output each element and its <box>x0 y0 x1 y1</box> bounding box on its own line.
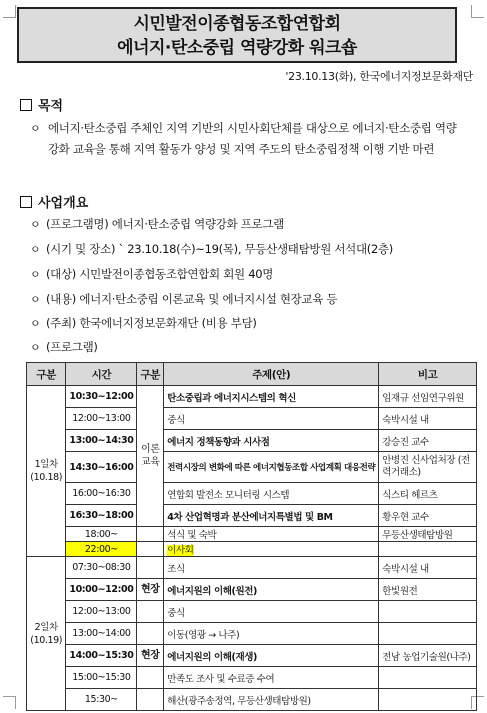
type-cell: 현장 <box>137 645 164 667</box>
note-cell: 숙박시설 내 <box>379 557 477 579</box>
overview-item <box>30 339 98 355</box>
note-cell: 한빛원전 <box>379 579 477 601</box>
header-category: 구분 <box>27 363 66 386</box>
note-cell <box>379 623 477 645</box>
note-cell <box>379 667 477 689</box>
corner-mark <box>3 5 16 18</box>
table-row <box>27 430 477 452</box>
topic-cell: 해산(광주송정역, 무등산생태탐방원) <box>164 689 379 711</box>
note-cell: 황우현 교수 <box>379 505 477 527</box>
time-cell: 15:30~ <box>66 689 137 711</box>
date-organization-line: '23.10.13(화), 한국에너지정보문화재단 <box>285 70 473 83</box>
overview-item-text: (시기 및 장소) ` 23.10.18(수)~19(목), 무등산생태탐방원 서석대(2층) <box>46 242 393 256</box>
purpose-paragraph <box>30 118 467 160</box>
header-topic: 주제(안) <box>164 363 379 386</box>
overview-item <box>30 291 337 307</box>
note-cell: 무등산생태탐방원 <box>379 527 477 542</box>
table-row <box>27 542 477 557</box>
topic-cell: 석식 및 숙박 <box>164 527 379 542</box>
time-cell: 07:30~08:30 <box>66 557 137 579</box>
table-row <box>27 667 477 689</box>
type-cell <box>137 557 164 579</box>
note-cell: 강승진 교수 <box>379 430 477 452</box>
bullet-icon: ㅇ <box>30 317 41 330</box>
header-note: 비고 <box>379 363 477 386</box>
topic-cell: 연합회 발전소 모니터링 시스템 <box>164 483 379 505</box>
overview-item-text: (주최) 한국에너지정보문화재단 (비용 부담) <box>46 316 257 330</box>
table-row <box>27 689 477 711</box>
table-row <box>27 527 477 542</box>
corner-mark <box>471 5 484 18</box>
topic-cell: 이동(영광 → 나주) <box>164 623 379 645</box>
topic-cell: 중식 <box>164 601 379 623</box>
topic-cell: 만족도 조사 및 수료증 수여 <box>164 667 379 689</box>
time-cell: 22:00~ <box>66 542 137 557</box>
type-cell <box>137 601 164 623</box>
type-cell <box>137 542 164 557</box>
table-row <box>27 645 477 667</box>
type-cell: 이론 교육 <box>137 386 164 527</box>
checkbox-square-icon <box>20 196 32 208</box>
time-cell: 14:30~16:00 <box>66 452 137 483</box>
overview-item <box>30 216 284 232</box>
bullet-icon: ㅇ <box>30 122 41 135</box>
note-cell <box>379 542 477 557</box>
table-row <box>27 408 477 430</box>
table-row <box>27 452 477 483</box>
type-cell <box>137 623 164 645</box>
overview-item <box>30 266 273 282</box>
bullet-icon: ㅇ <box>30 341 41 354</box>
day-label: 1일차 (10.18) <box>27 386 66 557</box>
time-cell: 13:00~14:30 <box>66 430 137 452</box>
table-row <box>27 505 477 527</box>
table-row <box>27 579 477 601</box>
time-cell: 16:00~16:30 <box>66 483 137 505</box>
topic-cell: 4차 산업혁명과 분산에너지특별법 및 BM <box>164 505 379 527</box>
topic-cell: 에너지원의 이해(재생) <box>164 645 379 667</box>
time-cell: 18:00~ <box>66 527 137 542</box>
section-overview-heading: 사업개요 <box>38 196 89 211</box>
note-cell: 안병진 신사업처장 (전력거래소) <box>379 452 477 483</box>
bullet-icon: ㅇ <box>30 243 41 256</box>
purpose-text: 에너지·탄소중립 주체인 지역 기반의 시민사회단체를 대상으로 에너지·탄소중립 역량강화 교육을 통해 지역 활동가 양성 및 지역 주도의 탄소중립정책 이행 기반 마련 <box>48 121 457 156</box>
overview-item-text: (프로그램명) 에너지·탄소중립 역량강화 프로그램 <box>46 217 284 231</box>
note-cell: 임재규 선임연구위원 <box>379 386 477 408</box>
document-title-line1: 시민발전이종협동조합연합회 <box>133 14 341 34</box>
bullet-icon: ㅇ <box>30 293 41 306</box>
topic-cell: 에너지 정책동향과 시사점 <box>164 430 379 452</box>
schedule-table <box>26 362 477 711</box>
time-cell: 15:00~15:30 <box>66 667 137 689</box>
section-overview <box>20 192 88 211</box>
note-cell: 숙박시설 내 <box>379 408 477 430</box>
time-cell: 10:30~12:00 <box>66 386 137 408</box>
table-row <box>27 557 477 579</box>
time-cell: 16:30~18:00 <box>66 505 137 527</box>
overview-item <box>30 241 393 257</box>
type-cell <box>137 527 164 542</box>
note-cell <box>379 601 477 623</box>
topic-cell: 전력시장의 변화에 따른 에너지협동조합 사업계획 대응전략 <box>164 452 379 483</box>
table-row <box>27 623 477 645</box>
time-cell: 12:00~13:00 <box>66 601 137 623</box>
time-cell: 12:00~13:00 <box>66 408 137 430</box>
topic-cell: 조식 <box>164 557 379 579</box>
table-row <box>27 601 477 623</box>
bullet-icon: ㅇ <box>30 218 41 231</box>
document-title-box <box>17 7 457 63</box>
time-cell: 10:00~12:00 <box>66 579 137 601</box>
checkbox-square-icon <box>20 99 32 111</box>
section-purpose-heading: 목적 <box>38 99 64 114</box>
day-label: 2일차 (10.19) <box>27 557 66 711</box>
corner-mark <box>3 696 16 709</box>
overview-item-text: (프로그램) <box>46 340 98 354</box>
overview-item-text: (대상) 시민발전이종협동조합연합회 회원 40명 <box>46 267 274 281</box>
table-row <box>27 483 477 505</box>
topic-cell: 이사회 <box>164 542 379 557</box>
table-header-row <box>27 363 477 386</box>
topic-cell: 에너지원의 이해(원전) <box>164 579 379 601</box>
bullet-icon: ㅇ <box>30 268 41 281</box>
topic-cell: 중식 <box>164 408 379 430</box>
overview-item-text: (내용) 에너지·탄소중립 이론교육 및 에너지시설 현장교육 등 <box>46 292 338 306</box>
type-cell <box>137 667 164 689</box>
section-purpose <box>20 95 63 114</box>
time-cell: 13:00~14:00 <box>66 623 137 645</box>
header-type: 구분 <box>137 363 164 386</box>
table-row <box>27 386 477 408</box>
topic-cell: 탄소중립과 에너지시스템의 혁신 <box>164 386 379 408</box>
document-title-line2: 에너지·탄소중립 역량강화 워크숍 <box>117 38 357 58</box>
header-time: 시간 <box>66 363 137 386</box>
overview-item <box>30 315 257 331</box>
time-cell: 14:00~15:30 <box>66 645 137 667</box>
note-cell: 전남 농업기술원(나주) <box>379 645 477 667</box>
type-cell: 현장 <box>137 579 164 601</box>
type-cell <box>137 689 164 711</box>
note-cell: 식스티 헤르츠 <box>379 483 477 505</box>
note-cell <box>379 689 477 711</box>
